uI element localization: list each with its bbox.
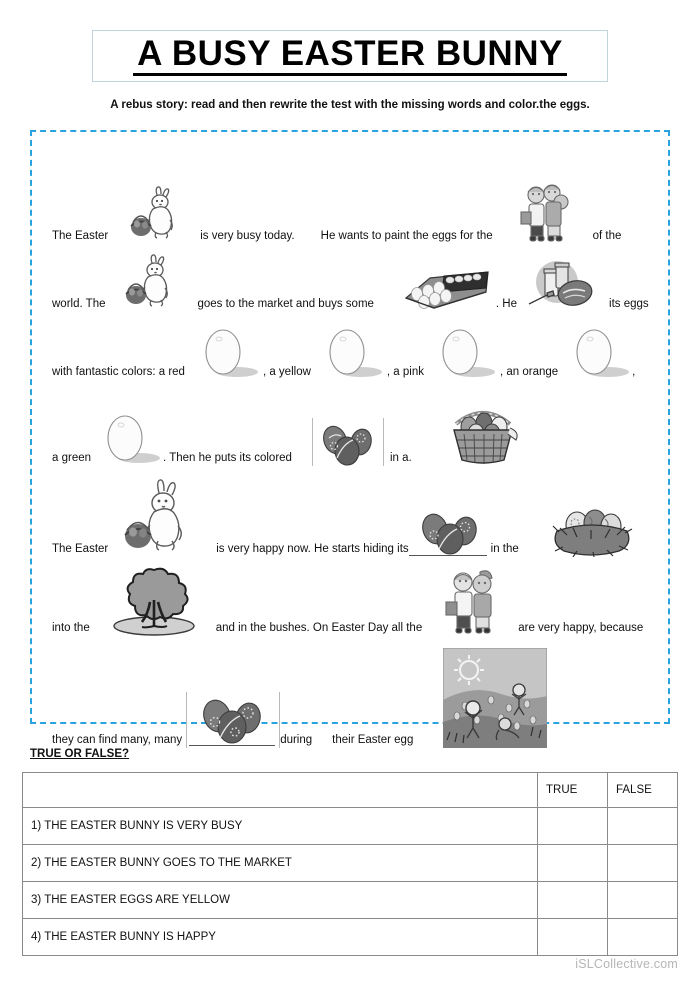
tree-image (104, 564, 204, 636)
story-line-1-text-a: The Easter (52, 230, 109, 242)
bunny-with-basket-image (126, 186, 184, 244)
blank-egg-image (434, 324, 496, 380)
blank-egg-image (99, 410, 161, 466)
children-image (444, 566, 502, 636)
story-line-7 (52, 648, 658, 748)
bunny-with-basket-image (121, 254, 179, 312)
story-line-2-text-a: world. The (52, 298, 106, 310)
colored-eggs-image (312, 418, 384, 466)
story-line-6-text-b: and in the bushes. On Easter Day all the (215, 622, 423, 634)
egg-basket-image (442, 394, 524, 466)
false-answer-cell[interactable] (608, 919, 678, 956)
site-watermark: iSLCollective.com (575, 957, 678, 971)
statement-cell: 3) THE EASTER EGGS ARE YELLOW (23, 882, 538, 919)
story-line-7-text-b: during (280, 734, 313, 746)
table-row (23, 845, 678, 882)
egg-hunt-scene-image (443, 648, 547, 748)
story-line-5-text-b: is very happy now. He starts hiding its (216, 543, 409, 555)
title-box (92, 30, 608, 82)
statement-cell: 2) THE EASTER BUNNY GOES TO THE MARKET (23, 845, 538, 882)
false-column-header: FALSE (608, 773, 678, 808)
bunny-with-basket-image (118, 479, 198, 557)
statement-cell: 4) THE EASTER BUNNY IS HAPPY (23, 919, 538, 956)
story-line-4-text-b: . Then he puts its colored (163, 452, 292, 464)
story-line-5-text-a: The Easter (52, 543, 109, 555)
story-line-6-text-c: are very happy, because (518, 622, 644, 634)
true-answer-cell[interactable] (538, 919, 608, 956)
true-answer-cell[interactable] (538, 845, 608, 882)
table-row (23, 919, 678, 956)
blank-egg-image (321, 324, 383, 380)
story-line-7-text-a: they can find many, many (52, 734, 183, 746)
true-answer-cell[interactable] (538, 808, 608, 845)
statement-column-header (23, 773, 538, 808)
story-line-7-text-c: their Easter egg (332, 734, 414, 746)
story-line-4-text-c: in a. (389, 452, 412, 464)
story-line-2 (52, 254, 658, 312)
blank-egg-image (568, 324, 630, 380)
story-line-2-text-c: . He (495, 298, 518, 310)
story-line-1 (52, 182, 658, 244)
story-line-3-text-e: , (632, 366, 636, 378)
paint-jars-egg-image (523, 260, 601, 312)
statement-cell: 1) THE EASTER BUNNY IS VERY BUSY (23, 808, 538, 845)
children-image (519, 182, 571, 244)
story-line-2-text-d: its eggs (609, 298, 649, 310)
colored-eggs-image (186, 692, 280, 748)
story-line-5 (52, 479, 658, 557)
story-line-1-text-b: is very busy today. (200, 230, 295, 242)
story-line-2-text-b: goes to the market and buys some (197, 298, 374, 310)
story-line-4 (52, 394, 658, 466)
story-line-6-text-a: into the (52, 622, 90, 634)
story-line-4-text-a: a green (52, 452, 92, 464)
table-row (23, 882, 678, 919)
table-row (23, 808, 678, 845)
page-title: A BUSY EASTER BUNNY (133, 36, 567, 76)
story-line-5-text-c: in the (490, 543, 519, 555)
false-answer-cell[interactable] (608, 845, 678, 882)
true-false-table (22, 772, 678, 956)
story-line-1-text-c: He wants to paint the eggs for the (320, 230, 493, 242)
egg-carton-image (400, 264, 492, 312)
nest-with-eggs-image (547, 501, 637, 557)
true-answer-cell[interactable] (538, 882, 608, 919)
story-line-3-text-c: , a pink (386, 366, 424, 378)
rebus-story-panel (30, 130, 670, 746)
colored-eggs-image (415, 507, 489, 557)
true-column-header: TRUE (538, 773, 608, 808)
blank-egg-image (197, 324, 259, 380)
story-line-3-text-a: with fantastic colors: a red (52, 366, 185, 378)
false-answer-cell[interactable] (608, 882, 678, 919)
worksheet-instructions: A rebus story: read and then rewrite the test with the missing words and color.the eggs. (110, 99, 590, 111)
story-line-3 (52, 324, 658, 380)
story-line-6 (52, 564, 658, 636)
false-answer-cell[interactable] (608, 808, 678, 845)
table-header-row (23, 773, 678, 808)
story-line-1-text-d: of the (592, 230, 622, 242)
story-line-3-text-d: , an orange (499, 366, 559, 378)
true-false-heading: TRUE OR FALSE? (30, 748, 130, 760)
story-line-3-text-b: , a yellow (262, 366, 311, 378)
